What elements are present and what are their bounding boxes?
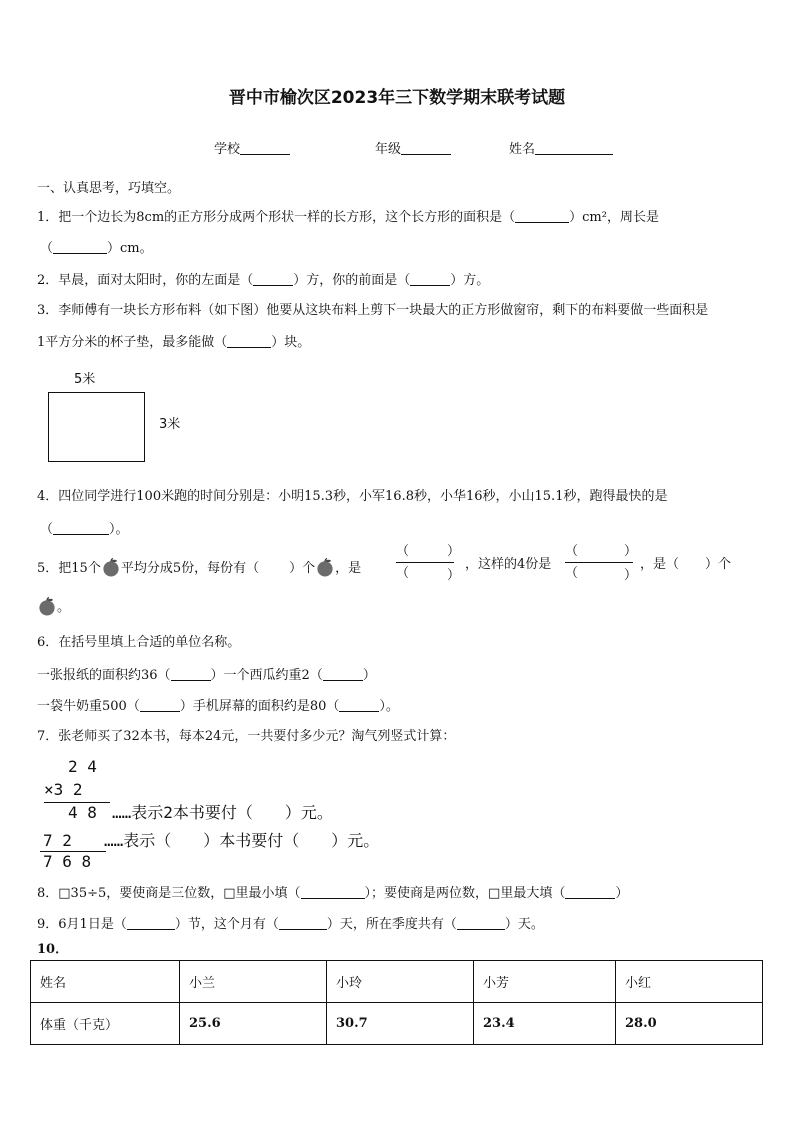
q1-text-d: ）cm。	[107, 241, 153, 256]
q9-blank-3[interactable]	[457, 916, 505, 930]
apple-icon	[315, 558, 335, 577]
table-cell: 小玲	[327, 961, 474, 1003]
q8-text-a: 8．□35÷5，要使商是三位数，□里最小填（	[37, 886, 301, 901]
q6-blank-2[interactable]	[323, 667, 363, 681]
fraction-1-numerator-close: ）	[447, 544, 461, 559]
calc-row-4: 7 2	[43, 831, 72, 850]
q9-text-c: ）天，所在季度共有（	[326, 917, 457, 932]
q3-text-b: ）块。	[271, 335, 311, 350]
q6-text-b: ）一个西瓜约重2（	[210, 668, 323, 683]
q9-text-b: ）节，这个月有（	[174, 917, 279, 932]
q6-text-e: ）手机屏幕的面积约是80（	[179, 699, 340, 714]
question-3-line1: 3．李师傅有一块长方形布料（如下图）他要从这块布料上剪下一块最大的正方形做窗帘，剩下的布料要做一些面积是	[37, 303, 709, 318]
table-row	[31, 1003, 763, 1045]
table-cell: 25.6	[180, 1003, 327, 1045]
q5-fraction-2[interactable]	[565, 545, 633, 580]
school-blank[interactable]	[240, 141, 290, 155]
weight-table	[30, 960, 763, 1045]
name-label: 姓名	[509, 142, 536, 157]
question-8	[37, 885, 628, 900]
fraction-2-denominator-close: ）	[624, 568, 638, 583]
calc-row-5: 7 6 8	[43, 852, 92, 871]
q1-blank-area[interactable]	[515, 209, 569, 223]
school-field	[214, 141, 290, 156]
fraction-2-numerator-close: ）	[624, 544, 638, 559]
calc-note-1: ……表示2本书要付（ ）元。	[112, 803, 333, 822]
rectangle-figure	[48, 392, 145, 462]
table-cell: 小红	[616, 961, 763, 1003]
question-6-stem: 6．在括号里填上合适的单位名称。	[37, 635, 241, 650]
section-heading: 一、认真思考，巧填空。	[37, 181, 181, 196]
fraction-1-bar	[396, 562, 454, 563]
q8-text-b: ）；要使商是两位数，□里最大填（	[364, 886, 566, 901]
table-cell: 30.7	[327, 1003, 474, 1045]
table-cell: 28.0	[616, 1003, 763, 1045]
q1-text-b: ）cm²，周长是	[569, 210, 659, 225]
name-blank[interactable]	[535, 141, 613, 155]
table-cell: 小兰	[180, 961, 327, 1003]
q5-tail	[640, 558, 731, 571]
q2-text-b: ）方，你的前面是（	[293, 273, 411, 288]
q6-text-f: ）。	[379, 699, 399, 714]
q5-text-a: 5．把15个	[37, 561, 101, 576]
question-1-line1	[37, 209, 659, 224]
q9-text-a: 9．6月1日是（	[37, 917, 127, 932]
question-4-line2	[40, 521, 129, 536]
fraction-1-denominator: （	[396, 566, 410, 581]
question-4-line1: 4．四位同学进行100米跑的时间分别是：小明15.3秒，小军16.8秒，小华16秒，小山15.1秒，跑得最快的是	[37, 489, 668, 504]
fraction-1-denominator-close: ）	[447, 568, 461, 583]
q3-text-a: 1平方分米的杯子垫，最多能做（	[37, 335, 228, 350]
grade-field	[375, 141, 451, 156]
q8-blank-2[interactable]	[565, 885, 615, 899]
q9-blank-2[interactable]	[279, 916, 327, 930]
calc-row-1: 2 4	[68, 757, 97, 776]
school-label: 学校	[214, 142, 241, 157]
q5-text-b: 平均分成5份，每份有（	[120, 561, 260, 576]
q8-blank-1[interactable]	[301, 885, 365, 899]
question-3-line2	[37, 334, 310, 349]
q6-text-c: ）	[362, 668, 376, 683]
table-cell: 23.4	[474, 1003, 616, 1045]
page-title: 晋中市榆次区2023年三下数学期末联考试题	[228, 88, 566, 108]
q2-text-a: 2．早晨，面对太阳时，你的左面是（	[37, 273, 254, 288]
table-header-row	[31, 961, 763, 1003]
q5-text-e: ，这样的4份是	[465, 557, 552, 572]
question-9	[37, 916, 544, 931]
q5-fraction-1[interactable]	[396, 545, 454, 580]
question-7-stem: 7．张老师买了32本书，每本24元，一共要付多少元？淘气列竖式计算：	[37, 729, 456, 744]
table-cell: 体重（千克）	[31, 1003, 180, 1045]
q6-text-d: 一袋牛奶重500（	[37, 699, 140, 714]
q8-text-c: ）	[615, 886, 629, 901]
question-1-line2	[40, 240, 153, 255]
q3-blank[interactable]	[227, 334, 271, 348]
q4-blank[interactable]	[53, 521, 109, 535]
question-2	[37, 272, 489, 287]
fraction-2-numerator: （	[565, 544, 579, 559]
q1-blank-perimeter[interactable]	[53, 240, 107, 254]
q1-text-c: （	[40, 241, 54, 256]
q4-text-b: ）。	[109, 522, 129, 537]
q2-text-c: ）方。	[450, 273, 490, 288]
q2-blank-front[interactable]	[410, 272, 450, 286]
name-field	[509, 141, 613, 156]
figure-width-label: 5米	[74, 372, 96, 387]
figure-height-label: 3米	[159, 417, 181, 432]
q5-line2	[37, 597, 70, 616]
q9-blank-1[interactable]	[127, 916, 175, 930]
question-6-row2	[37, 698, 399, 713]
calc-row-2: ×3 2	[44, 780, 83, 799]
q6-blank-1[interactable]	[171, 667, 211, 681]
table-cell: 小芳	[474, 961, 616, 1003]
calc-note-2: ……表示（ ）本书要付（ ）元。	[104, 831, 380, 850]
table-cell: 姓名	[31, 961, 180, 1003]
fraction-2-bar	[565, 562, 633, 563]
q5-text-g: ）个	[705, 557, 732, 572]
q5-period: 。	[57, 600, 71, 615]
q9-text-d: ）天。	[504, 917, 544, 932]
calc-row-3: 4 8	[68, 803, 97, 822]
question-6-row1	[37, 667, 376, 682]
q4-text-a: （	[40, 522, 54, 537]
q1-text-a: 1．把一个边长为8cm的正方形分成两个形状一样的长方形，这个长方形的面积是（	[37, 210, 516, 225]
grade-label: 年级	[375, 142, 402, 157]
apple-icon	[101, 558, 121, 577]
q5-text-c: ）个	[289, 561, 316, 576]
q2-blank-left[interactable]	[253, 272, 293, 286]
question-5	[37, 558, 361, 577]
apple-icon	[37, 597, 57, 616]
fraction-1-numerator: （	[396, 544, 410, 559]
question-10-number: 10．	[37, 942, 69, 957]
q6-blank-3[interactable]	[140, 698, 180, 712]
q5-text-d: ，是	[335, 561, 362, 576]
q6-blank-4[interactable]	[339, 698, 379, 712]
grade-blank[interactable]	[401, 141, 451, 155]
fraction-2-denominator: （	[565, 566, 579, 581]
q6-text-a: 一张报纸的面积约36（	[37, 668, 171, 683]
q5-text-f: ，是（	[640, 557, 680, 572]
